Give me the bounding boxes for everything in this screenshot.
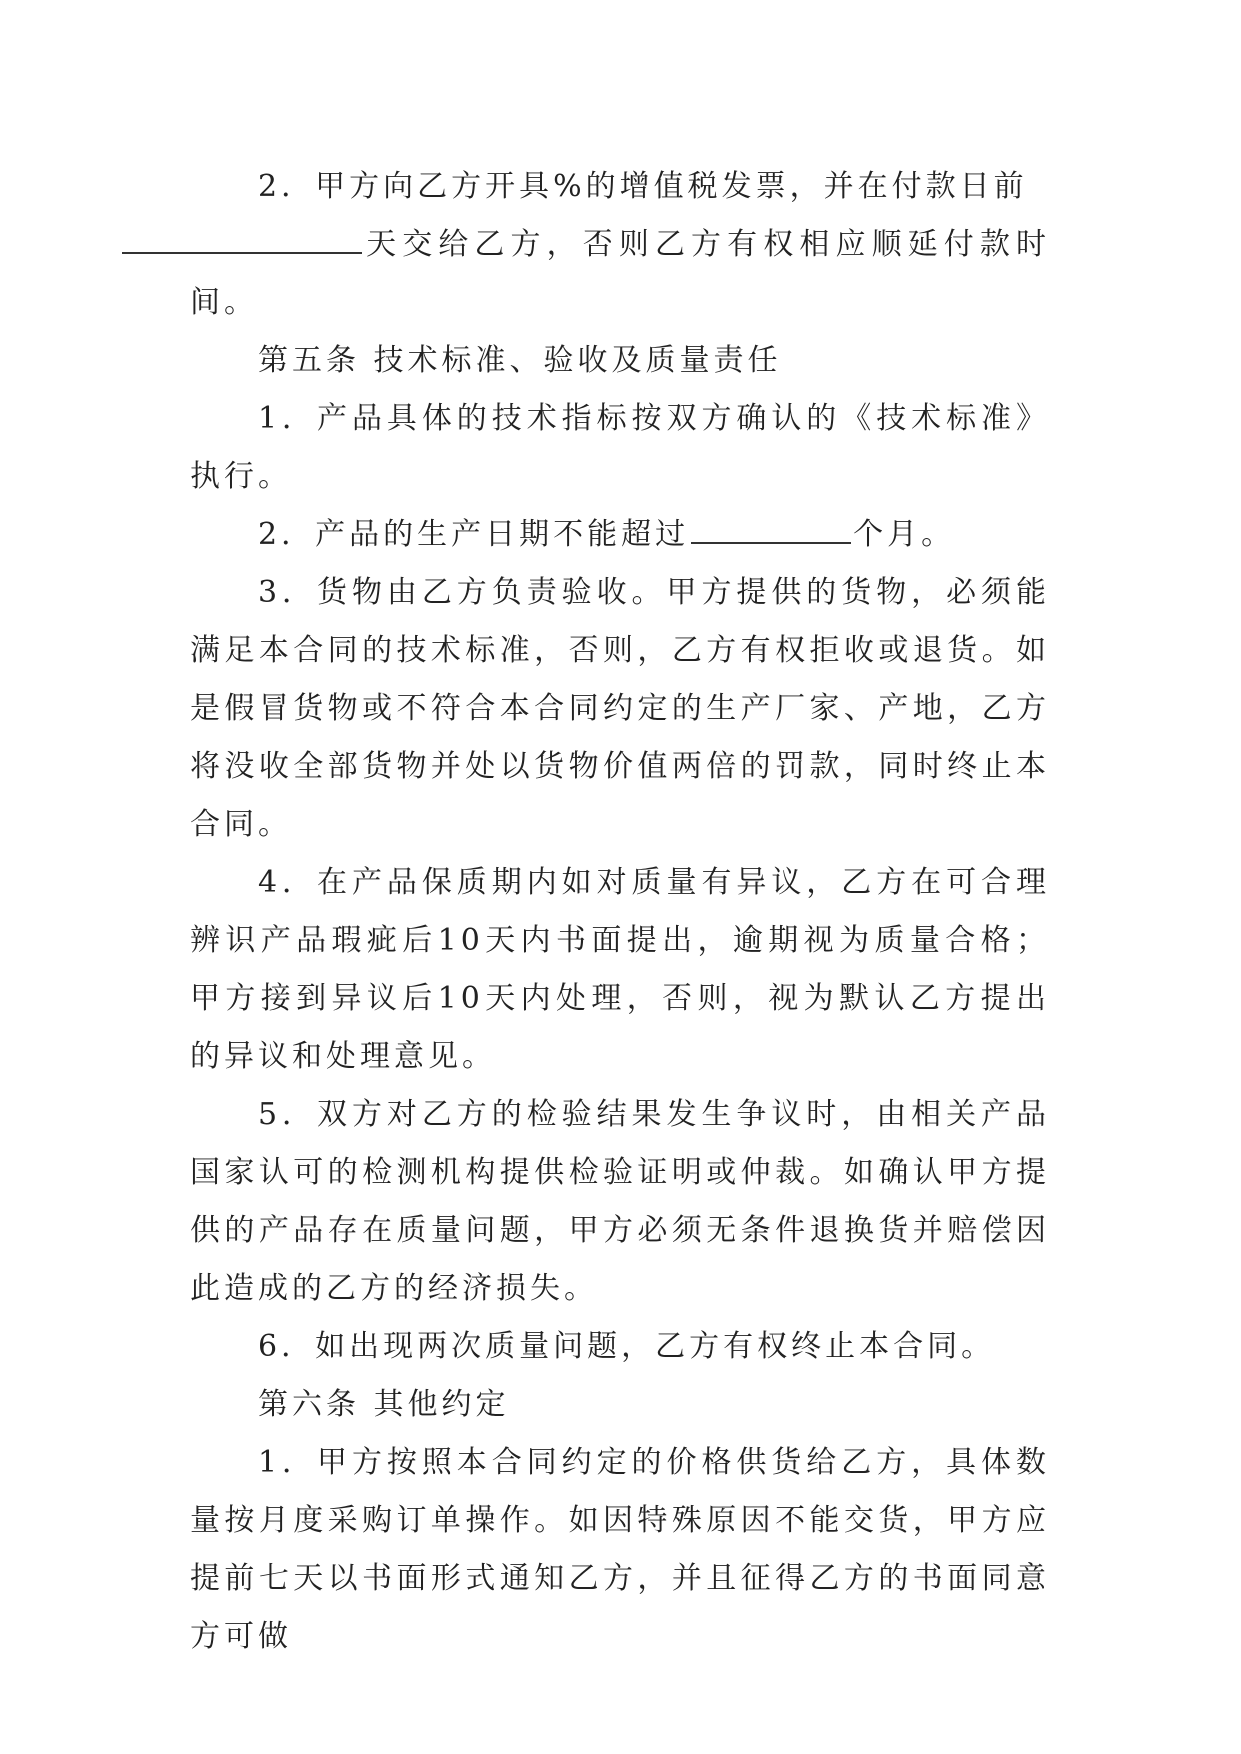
paragraph-invoice xyxy=(190,158,1050,332)
section-heading-6: 第六条 其他约定 xyxy=(258,1387,510,1422)
paragraph-production-date-text-a: 2．产品的生产日期不能超过 xyxy=(258,517,690,552)
paragraph-production-date-text-b: 个月。 xyxy=(853,517,956,552)
paragraph-supply: 1．甲方按照本合同约定的价格供货给乙方，具体数量按月度采购订单操作。如因特殊原因不能交货，甲方应提前七天以书面形式通知乙方，并且征得乙方的书面同意方可做 xyxy=(190,1445,1050,1654)
document-body xyxy=(190,158,1050,1666)
paragraph-dispute: 5．双方对乙方的检验结果发生争议时，由相关产品国家认可的检测机构提供检验证明或仲裁。如确认甲方提供的产品存在质量问题，甲方必须无条件退换货并赔偿因此造成的乙方的经济损失。 xyxy=(190,1097,1050,1306)
section-heading-5: 第五条 技术标准、验收及质量责任 xyxy=(258,343,782,378)
paragraph-acceptance: 3．货物由乙方负责验收。甲方提供的货物，必须能满足本合同的技术标准，否则，乙方有权拒收或退货。如是假冒货物或不符合本合同约定的生产厂家、产地，乙方将没收全部货物并处以货物价值两倍的罚款，同时终止本合同。 xyxy=(190,575,1050,842)
paragraph-termination: 6．如出现两次质量问题，乙方有权终止本合同。 xyxy=(258,1329,996,1364)
paragraph-invoice-text-a: 2．甲方向乙方开具%的增值税发票，并在付款日前 xyxy=(258,169,1028,204)
paragraph-tech-standard: 1．产品具体的技术指标按双方确认的《技术标准》执行。 xyxy=(190,401,1050,494)
paragraph-objection: 4．在产品保质期内如对质量有异议，乙方在可合理辨识产品瑕疵后10天内书面提出，逾期视为质量合格；甲方接到异议后10天内处理，否则，视为默认乙方提出的异议和处理意见。 xyxy=(190,865,1050,1074)
paragraph-invoice-text-b: 天交给乙方，否则乙方有权相应顺延付款时间。 xyxy=(190,227,1050,320)
fill-in-blank-days[interactable] xyxy=(122,222,362,254)
fill-in-blank-months[interactable] xyxy=(691,512,851,544)
paragraph-production-date xyxy=(190,506,1050,564)
